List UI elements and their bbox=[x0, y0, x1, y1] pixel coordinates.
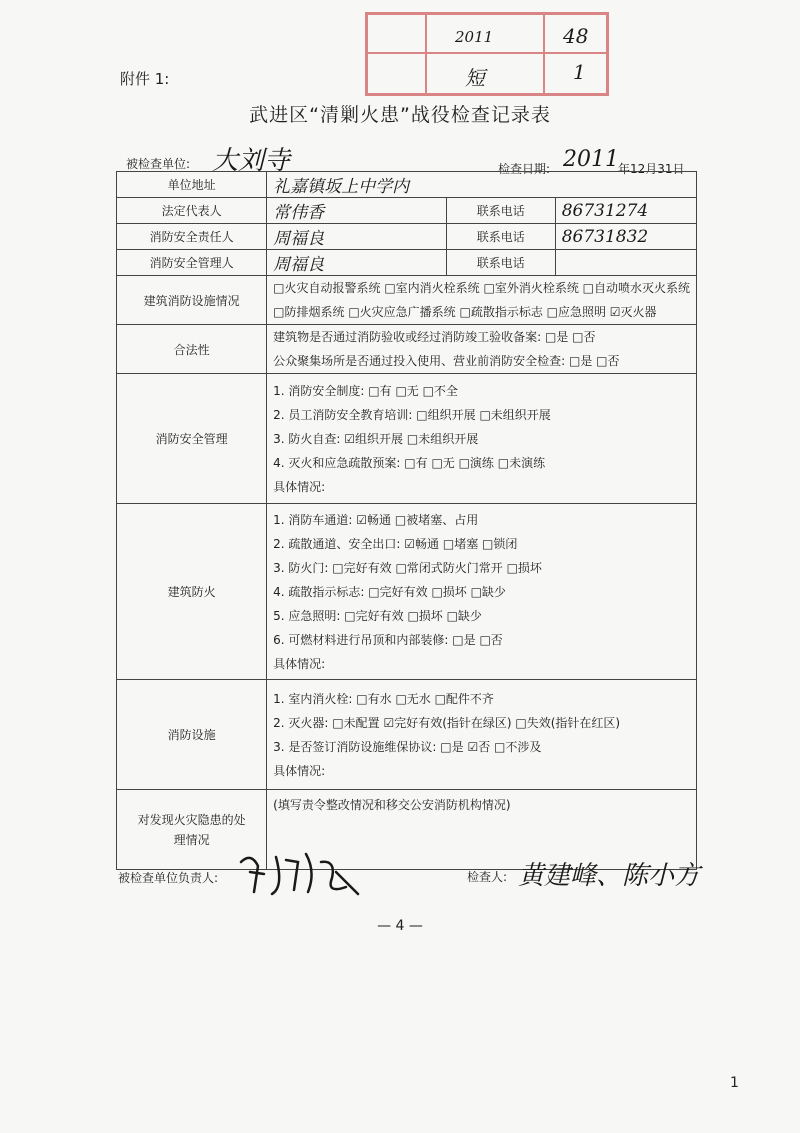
inspector-names: 黄建峰、陈小方 bbox=[518, 861, 701, 891]
building-fire-item: 3. 防火门: □完好有效 □常闭式防火门常开 □损坏 bbox=[273, 560, 542, 575]
safety-mgmt-item: 1. 消防安全制度: □有 □无 □不全 bbox=[273, 383, 458, 398]
page-number: — 4 — bbox=[377, 918, 423, 934]
archive-stamp bbox=[365, 12, 609, 96]
safety-mgr-label: 消防安全管理人 bbox=[117, 250, 267, 276]
building-fire-item: 6. 可燃材料进行吊顶和内部装修: □是 □否 bbox=[273, 632, 503, 647]
building-fire-item: 4. 疏散指示标志: □完好有效 □损坏 □缺少 bbox=[273, 584, 506, 599]
safety-mgr-row bbox=[117, 250, 697, 276]
legality-label: 合法性 bbox=[117, 325, 267, 374]
legality-row bbox=[117, 325, 697, 374]
safety-mgmt-item: 4. 灭火和应急疏散预案: □有 □无 □演练 □未演练 bbox=[273, 455, 546, 470]
address-value: 礼嘉镇坂上中学内 bbox=[267, 172, 697, 198]
responsible-signature bbox=[236, 832, 366, 902]
building-fire-details: 具体情况: bbox=[273, 656, 326, 671]
facilities-label: 建筑消防设施情况 bbox=[117, 276, 267, 325]
phone-label: 联系电话 bbox=[446, 224, 555, 250]
safety-mgmt-item: 3. 防火自查: ☑组织开展 □未组织开展 bbox=[273, 431, 479, 446]
stamp-cell bbox=[425, 52, 545, 94]
fire-equipment-item: 1. 室内消火栓: □有水 □无水 □配件不齐 bbox=[273, 691, 494, 706]
unit-label: 被检查单位: bbox=[126, 157, 191, 171]
safety-mgmt-label: 消防安全管理 bbox=[117, 374, 267, 504]
building-fire-item: 5. 应急照明: □完好有效 □损坏 □缺少 bbox=[273, 608, 482, 623]
inspection-form bbox=[116, 171, 697, 870]
page-title: 武进区“清剿火患”战役检查记录表 bbox=[249, 104, 551, 126]
safety-mgmt-item: 2. 员工消防安全教育培训: □组织开展 □未组织开展 bbox=[273, 407, 551, 422]
facilities-line: □火灾自动报警系统 □室内消火栓系统 □室外消火栓系统 □自动喷水灭火系统 bbox=[273, 281, 690, 295]
facilities-row bbox=[117, 276, 697, 325]
stamp-retention: 短 bbox=[465, 66, 485, 90]
legal-rep-label: 法定代表人 bbox=[117, 198, 267, 224]
unit-value: 大刘寺 bbox=[212, 146, 291, 176]
legal-rep-row bbox=[117, 198, 697, 224]
stamp-year: 2011 bbox=[455, 28, 494, 46]
date-year: 2011 bbox=[563, 147, 619, 172]
building-fire-row bbox=[117, 504, 697, 680]
date-label: 检查日期: bbox=[498, 162, 551, 176]
responsible-label: 被检查单位负责人: bbox=[118, 871, 219, 885]
address-row bbox=[117, 172, 697, 198]
fire-equipment-label: 消防设施 bbox=[117, 680, 267, 790]
corner-mark: 1 bbox=[730, 1075, 739, 1091]
building-fire-label: 建筑防火 bbox=[117, 504, 267, 680]
stamp-cell bbox=[367, 52, 427, 94]
handling-hint: (填写责令整改情况和移交公安消防机构情况) bbox=[267, 790, 697, 870]
attachment-label: 附件 1: bbox=[120, 70, 170, 88]
legality-line: 公众聚集场所是否通过投入使用、营业前消防安全检查: □是 □否 bbox=[273, 354, 620, 368]
fire-equipment-row bbox=[117, 680, 697, 790]
phone-label: 联系电话 bbox=[446, 250, 555, 276]
safety-resp-row bbox=[117, 224, 697, 250]
safety-resp-label: 消防安全责任人 bbox=[117, 224, 267, 250]
stamp-pages: 1 bbox=[573, 60, 586, 84]
fire-equipment-item: 2. 灭火器: □未配置 ☑完好有效(指针在绿区) □失效(指针在红区) bbox=[273, 715, 621, 730]
phone-value: 86731274 bbox=[555, 198, 696, 224]
safety-resp-value: 周福良 bbox=[267, 224, 447, 250]
safety-mgmt-row bbox=[117, 374, 697, 504]
phone-label: 联系电话 bbox=[446, 198, 555, 224]
handling-label: 对发现火灾隐患的处理情况 bbox=[117, 790, 267, 870]
safety-mgr-value: 周福良 bbox=[267, 250, 447, 276]
address-label: 单位地址 bbox=[117, 172, 267, 198]
building-fire-item: 2. 疏散通道、安全出口: ☑畅通 □堵塞 □锁闭 bbox=[273, 536, 518, 551]
stamp-seq: 48 bbox=[563, 24, 589, 48]
facilities-line: □防排烟系统 □火灾应急广播系统 □疏散指示标志 □应急照明 ☑灭火器 bbox=[273, 305, 657, 319]
safety-mgmt-details: 具体情况: bbox=[273, 479, 326, 494]
legal-rep-value: 常伟香 bbox=[267, 198, 447, 224]
inspector-label: 检查人: bbox=[467, 870, 508, 884]
legality-line: 建筑物是否通过消防验收或经过消防竣工验收备案: □是 □否 bbox=[273, 330, 596, 344]
phone-value bbox=[555, 250, 696, 276]
phone-value: 86731832 bbox=[555, 224, 696, 250]
stamp-cell bbox=[367, 14, 427, 54]
fire-equipment-item: 3. 是否签订消防设施维保协议: □是 ☑否 □不涉及 bbox=[273, 739, 542, 754]
building-fire-item: 1. 消防车通道: ☑畅通 □被堵塞、占用 bbox=[273, 512, 479, 527]
fire-equipment-details: 具体情况: bbox=[273, 763, 326, 778]
date-suffix: 年12月31日 bbox=[618, 162, 685, 176]
